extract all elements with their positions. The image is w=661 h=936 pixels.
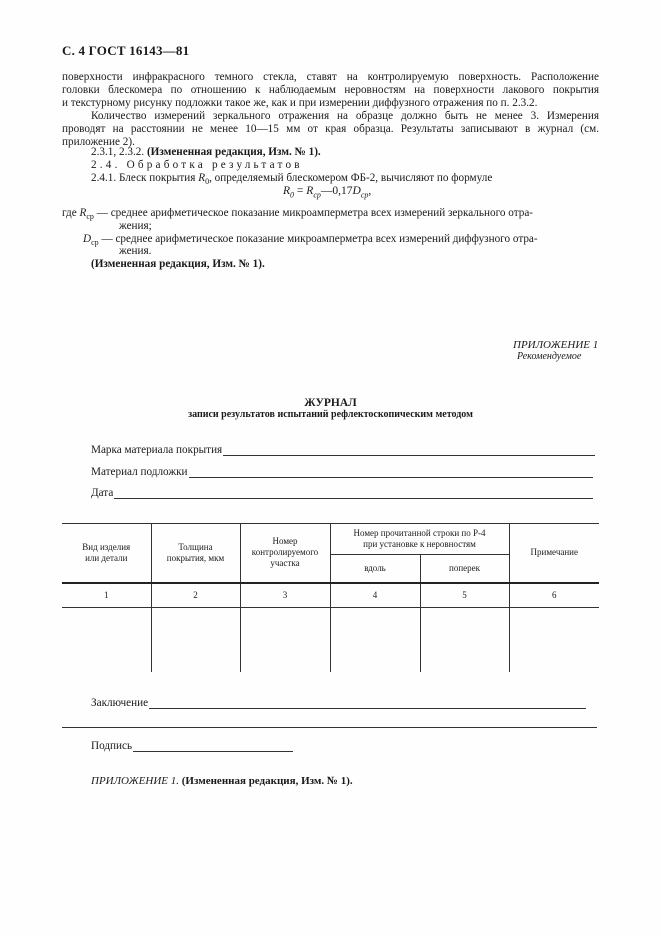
col-number: 2: [151, 583, 240, 608]
col-number: 1: [62, 583, 151, 608]
table-cell: [509, 608, 599, 672]
col-header-across: поперек: [420, 555, 509, 583]
signature-field: Подпись: [91, 740, 293, 752]
formula: $R_0$ = $R_{ср}—0,17D_{ср}$,: [283, 185, 372, 200]
substrate-blank: [189, 466, 593, 478]
journal-subtitle: записи результатов испытаний рефлектоскопическим методом: [188, 409, 473, 420]
col-number: 6: [509, 583, 599, 608]
material-blank: [223, 444, 595, 456]
table-cell: [62, 608, 151, 672]
signature-blank: [133, 740, 293, 752]
section-heading: 2.4. Обработка результатов: [91, 159, 303, 171]
date-field: Дата: [91, 487, 593, 499]
table-row: [62, 608, 599, 672]
table-cell: [420, 608, 509, 672]
definition-line: жения;: [119, 220, 152, 232]
table-cell: [330, 608, 420, 672]
amendment-note: (Измененная редакция, Изм. № 1).: [91, 258, 265, 270]
paragraph-line: приложение 2).: [62, 136, 135, 148]
journal-table: [62, 523, 599, 672]
paragraph-line: 2.4.1. Блеск покрытия $R_0$, определяемый блескомером ФБ-2, вычисляют по формуле: [91, 172, 493, 187]
col-number: 4: [330, 583, 420, 608]
material-field: Марка материала покрытия: [91, 444, 595, 456]
amendment-line: [91, 146, 321, 159]
paragraph-line: головки блескомера по отношению к наблюдаемым неровностям на поверхности лакового покрытия: [62, 84, 599, 96]
col-header-note: Примечание: [509, 524, 599, 583]
col-number: 3: [240, 583, 330, 608]
date-blank: [114, 487, 593, 499]
paragraph-line: проводят на расстоянии не менее 10—15 мм от края образца. Результаты записывают в журнал (см.: [62, 123, 599, 135]
col-header-item: Вид изделия или детали: [62, 524, 151, 583]
table-cell: [240, 608, 330, 672]
appendix-title: ПРИЛОЖЕНИЕ 1: [513, 339, 599, 351]
col-header-area: Номер контролируемого участка: [240, 524, 330, 583]
page-header: С. 4 ГОСТ 16143—81: [62, 43, 190, 58]
paragraph-line: поверхности инфракрасного темного стекла, ставят на контролируемую поверхность. Расположение: [62, 71, 599, 83]
col-header-thickness: Толщина покрытия, мкм: [151, 524, 240, 583]
table-cell: [151, 608, 240, 672]
col-number: 5: [420, 583, 509, 608]
col-header-group: Номер прочитанной строки по Р-4 при установке к неровностям: [330, 524, 509, 555]
clause-number: 2.3.1, 2.3.2.: [91, 146, 145, 158]
paragraph-line: Количество измерений зеркального отражения на образце должно быть не менее 3. Измерения: [91, 110, 599, 122]
amendment-note: (Измененная редакция, Изм. № 1).: [146, 146, 321, 158]
journal-title: ЖУРНАЛ: [304, 397, 357, 409]
conclusion-field: Заключение: [91, 697, 586, 709]
substrate-field: Материал подложки: [91, 466, 593, 478]
appendix-subtitle: Рекомендуемое: [517, 351, 582, 362]
definition-line: $D_{ср}$ — среднее арифметическое показание микроамперметра всех измерений диффузного отра-: [83, 233, 538, 248]
paragraph-line: и текстурному рисунку подложки такое же, как и при измерении диффузного отражения по п. 2.3.2.: [62, 97, 538, 109]
col-header-along: вдоль: [330, 555, 420, 583]
definition-line: жения.: [119, 245, 152, 257]
conclusion-blank: [149, 697, 586, 709]
definition-line: где $R_{ср}$ — среднее арифметическое показание микроамперметра всех измерений зеркального отра-: [62, 207, 534, 222]
conclusion-extra-line: [62, 727, 597, 728]
footer-note: ПРИЛОЖЕНИЕ 1. (Измененная редакция, Изм. № 1).: [91, 775, 353, 787]
table-number-row: [62, 583, 599, 608]
